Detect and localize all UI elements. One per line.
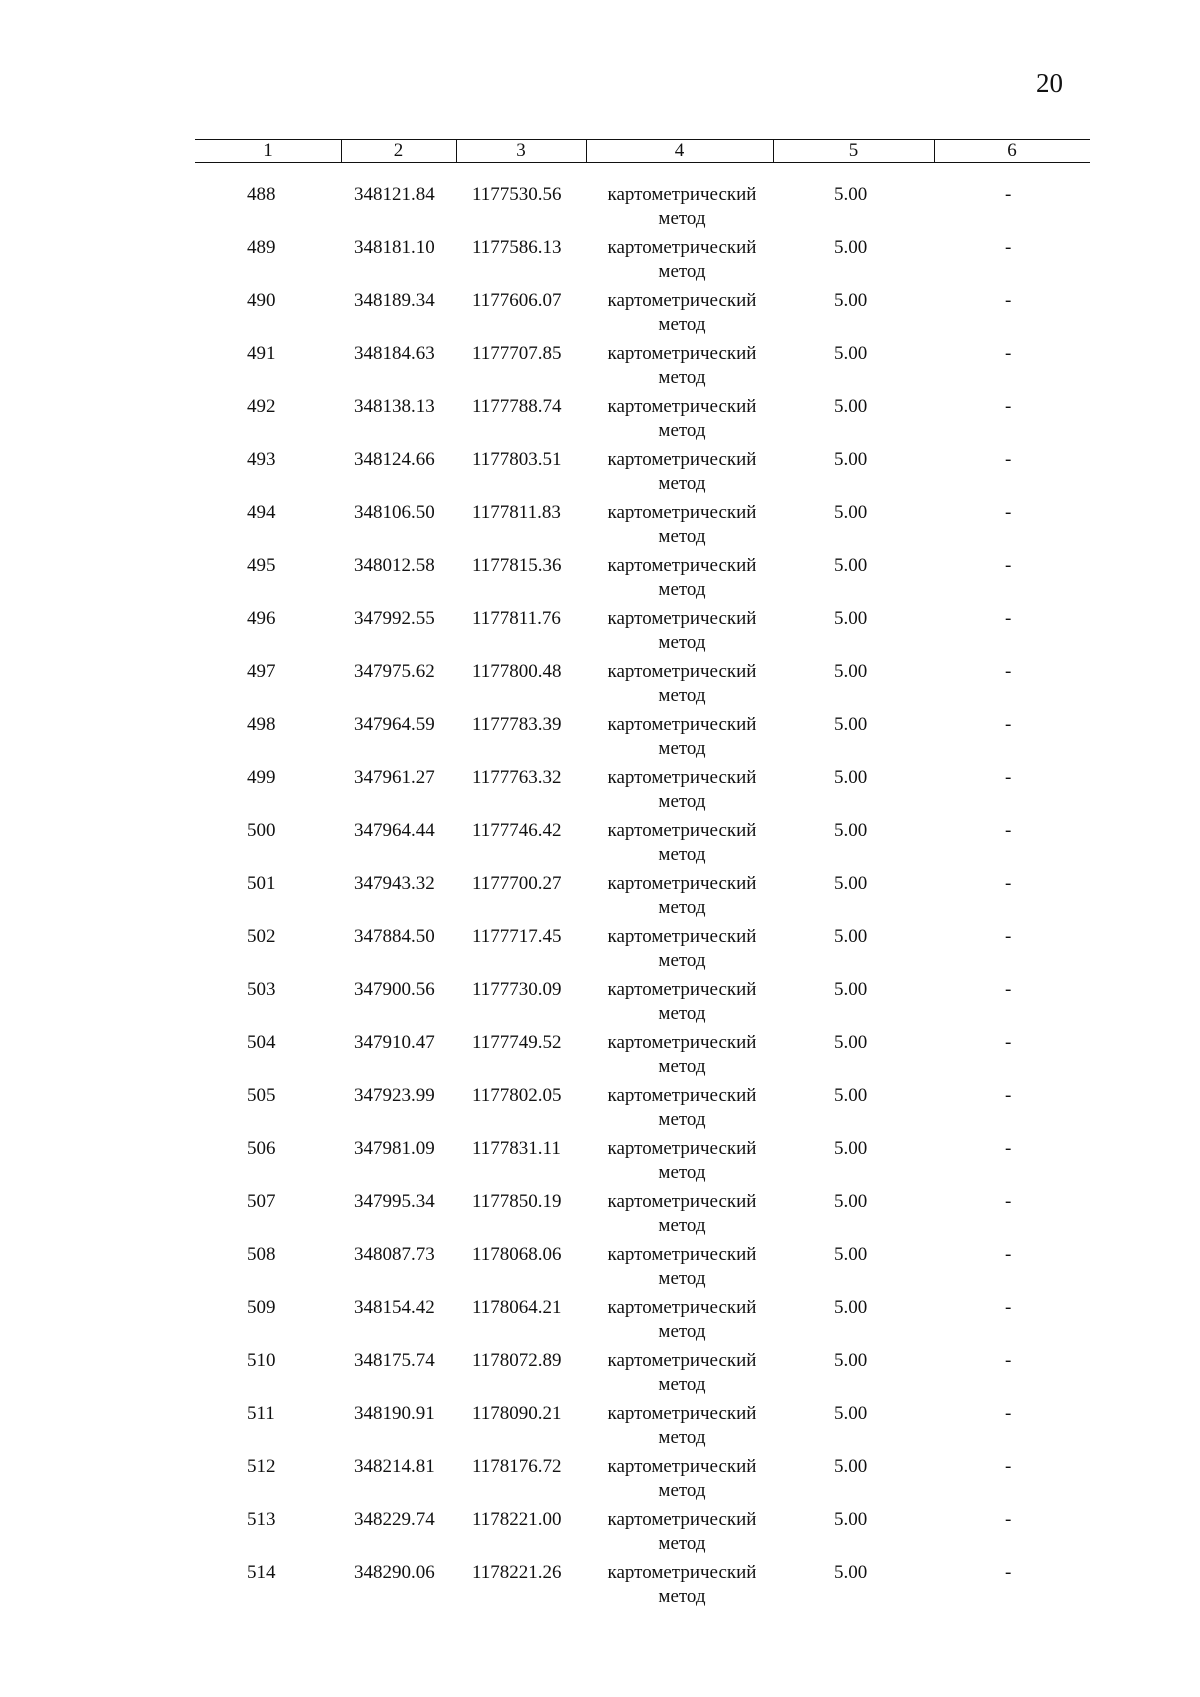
point-number-cell: 495 [247, 555, 276, 576]
note-cell: - [1005, 820, 1012, 841]
method-cell [598, 925, 766, 973]
method-line-2: метод [658, 314, 706, 335]
method-line-2: метод [658, 1321, 706, 1342]
accuracy-cell: 5.00 [834, 290, 868, 311]
y-coordinate-cell: 1177586.13 [472, 237, 562, 258]
method-line-1: картометрический [607, 1350, 757, 1371]
accuracy-cell: 5.00 [834, 555, 868, 576]
method-cell [598, 236, 766, 284]
column-header-1: 1 [263, 140, 273, 161]
accuracy-cell: 5.00 [834, 184, 868, 205]
table-row [0, 766, 1200, 819]
method-line-1: картометрический [607, 396, 757, 417]
method-line-2: метод [658, 1268, 706, 1289]
method-cell [598, 1349, 766, 1397]
accuracy-cell: 5.00 [834, 1138, 868, 1159]
method-line-1: картометрический [607, 1562, 757, 1583]
method-line-1: картометрический [607, 1191, 757, 1212]
accuracy-cell: 5.00 [834, 767, 868, 788]
method-line-1: картометрический [607, 449, 757, 470]
accuracy-cell: 5.00 [834, 608, 868, 629]
table-row [0, 1402, 1200, 1455]
method-line-2: метод [658, 526, 706, 547]
method-line-2: метод [658, 420, 706, 441]
table-row [0, 1349, 1200, 1402]
y-coordinate-cell: 1177700.27 [472, 873, 562, 894]
note-cell: - [1005, 290, 1012, 311]
y-coordinate-cell: 1178090.21 [472, 1403, 562, 1424]
note-cell: - [1005, 926, 1012, 947]
method-line-1: картометрический [607, 343, 757, 364]
accuracy-cell: 5.00 [834, 1297, 868, 1318]
accuracy-cell: 5.00 [834, 661, 868, 682]
method-line-1: картометрический [607, 1456, 757, 1477]
note-cell: - [1005, 396, 1012, 417]
method-cell [598, 1561, 766, 1609]
y-coordinate-cell: 1177707.85 [472, 343, 562, 364]
y-coordinate-cell: 1177815.36 [472, 555, 562, 576]
point-number-cell: 504 [247, 1032, 276, 1053]
method-line-2: метод [658, 791, 706, 812]
method-line-1: картометрический [607, 1085, 757, 1106]
point-number-cell: 498 [247, 714, 276, 735]
method-cell [598, 766, 766, 814]
x-coordinate-cell: 348106.50 [354, 502, 435, 523]
note-cell: - [1005, 343, 1012, 364]
accuracy-cell: 5.00 [834, 237, 868, 258]
y-coordinate-cell: 1178176.72 [472, 1456, 562, 1477]
point-number-cell: 491 [247, 343, 276, 364]
point-number-cell: 497 [247, 661, 276, 682]
note-cell: - [1005, 1191, 1012, 1212]
table-row [0, 1508, 1200, 1561]
note-cell: - [1005, 608, 1012, 629]
method-cell [598, 1190, 766, 1238]
table-row [0, 1243, 1200, 1296]
accuracy-cell: 5.00 [834, 1032, 868, 1053]
x-coordinate-cell: 348138.13 [354, 396, 435, 417]
note-cell: - [1005, 237, 1012, 258]
point-number-cell: 502 [247, 926, 276, 947]
method-line-1: картометрический [607, 1244, 757, 1265]
table-row [0, 1190, 1200, 1243]
note-cell: - [1005, 1297, 1012, 1318]
x-coordinate-cell: 348190.91 [354, 1403, 435, 1424]
method-line-2: метод [658, 1533, 706, 1554]
method-line-1: картометрический [607, 608, 757, 629]
page-number: 20 [1036, 68, 1063, 98]
note-cell: - [1005, 184, 1012, 205]
y-coordinate-cell: 1177800.48 [472, 661, 562, 682]
method-line-2: метод [658, 473, 706, 494]
note-cell: - [1005, 449, 1012, 470]
method-cell [598, 819, 766, 867]
table-row [0, 1031, 1200, 1084]
method-cell [598, 1031, 766, 1079]
y-coordinate-cell: 1177717.45 [472, 926, 562, 947]
method-line-2: метод [658, 897, 706, 918]
x-coordinate-cell: 348124.66 [354, 449, 435, 470]
x-coordinate-cell: 348087.73 [354, 1244, 435, 1265]
method-line-2: метод [658, 1003, 706, 1024]
method-line-2: метод [658, 208, 706, 229]
method-line-2: метод [658, 950, 706, 971]
y-coordinate-cell: 1177783.39 [472, 714, 562, 735]
method-line-1: картометрический [607, 1297, 757, 1318]
y-coordinate-cell: 1177749.52 [472, 1032, 562, 1053]
point-number-cell: 505 [247, 1085, 276, 1106]
note-cell: - [1005, 1509, 1012, 1530]
point-number-cell: 509 [247, 1297, 276, 1318]
method-line-2: метод [658, 261, 706, 282]
table-row [0, 183, 1200, 236]
y-coordinate-cell: 1177802.05 [472, 1085, 562, 1106]
note-cell: - [1005, 661, 1012, 682]
x-coordinate-cell: 347981.09 [354, 1138, 435, 1159]
accuracy-cell: 5.00 [834, 1456, 868, 1477]
header-bottom-rule [195, 162, 1090, 163]
table-row [0, 1137, 1200, 1190]
y-coordinate-cell: 1177746.42 [472, 820, 562, 841]
x-coordinate-cell: 347900.56 [354, 979, 435, 1000]
column-header-5: 5 [848, 140, 859, 161]
x-coordinate-cell: 348154.42 [354, 1297, 435, 1318]
note-cell: - [1005, 1085, 1012, 1106]
x-coordinate-cell: 347992.55 [354, 608, 435, 629]
point-number-cell: 512 [247, 1456, 276, 1477]
point-number-cell: 513 [247, 1509, 276, 1530]
point-number-cell: 508 [247, 1244, 276, 1265]
table-row [0, 819, 1200, 872]
method-cell [598, 1508, 766, 1556]
accuracy-cell: 5.00 [834, 1403, 868, 1424]
method-line-1: картометрический [607, 820, 757, 841]
method-cell [598, 554, 766, 602]
x-coordinate-cell: 348181.10 [354, 237, 435, 258]
method-cell [598, 872, 766, 920]
method-line-1: картометрический [607, 290, 757, 311]
x-coordinate-cell: 347995.34 [354, 1191, 435, 1212]
point-number-cell: 492 [247, 396, 276, 417]
point-number-cell: 500 [247, 820, 276, 841]
method-line-2: метод [658, 738, 706, 759]
x-coordinate-cell: 348290.06 [354, 1562, 435, 1583]
y-coordinate-cell: 1178221.26 [472, 1562, 562, 1583]
x-coordinate-cell: 347943.32 [354, 873, 435, 894]
method-cell [598, 1402, 766, 1450]
note-cell: - [1005, 502, 1012, 523]
method-line-2: метод [658, 1480, 706, 1501]
table-row [0, 554, 1200, 607]
y-coordinate-cell: 1178072.89 [472, 1350, 562, 1371]
method-line-1: картометрический [607, 873, 757, 894]
method-cell [598, 1455, 766, 1503]
x-coordinate-cell: 348175.74 [354, 1350, 435, 1371]
note-cell: - [1005, 1244, 1012, 1265]
table-row [0, 236, 1200, 289]
note-cell: - [1005, 767, 1012, 788]
x-coordinate-cell: 348214.81 [354, 1456, 435, 1477]
method-line-1: картометрический [607, 555, 757, 576]
method-line-1: картометрический [607, 1403, 757, 1424]
y-coordinate-cell: 1178221.00 [472, 1509, 562, 1530]
table-row [0, 342, 1200, 395]
note-cell: - [1005, 979, 1012, 1000]
table-row [0, 978, 1200, 1031]
method-line-2: метод [658, 1427, 706, 1448]
accuracy-cell: 5.00 [834, 873, 868, 894]
x-coordinate-cell: 347923.99 [354, 1085, 435, 1106]
table-row [0, 925, 1200, 978]
method-line-1: картометрический [607, 767, 757, 788]
x-coordinate-cell: 347910.47 [354, 1032, 435, 1053]
method-cell [598, 607, 766, 655]
point-number-cell: 506 [247, 1138, 276, 1159]
column-header-6: 6 [1007, 140, 1017, 161]
method-line-2: метод [658, 632, 706, 653]
note-cell: - [1005, 873, 1012, 894]
accuracy-cell: 5.00 [834, 1350, 868, 1371]
table-row [0, 501, 1200, 554]
table-row [0, 395, 1200, 448]
method-line-1: картометрический [607, 1032, 757, 1053]
accuracy-cell: 5.00 [834, 1562, 868, 1583]
x-coordinate-cell: 348012.58 [354, 555, 435, 576]
point-number-cell: 488 [247, 184, 276, 205]
note-cell: - [1005, 1032, 1012, 1053]
x-coordinate-cell: 347975.62 [354, 661, 435, 682]
accuracy-cell: 5.00 [834, 1509, 868, 1530]
accuracy-cell: 5.00 [834, 449, 868, 470]
x-coordinate-cell: 348229.74 [354, 1509, 435, 1530]
method-line-1: картометрический [607, 926, 757, 947]
method-line-1: картометрический [607, 237, 757, 258]
method-line-2: метод [658, 1586, 706, 1607]
accuracy-cell: 5.00 [834, 714, 868, 735]
point-number-cell: 514 [247, 1562, 276, 1583]
y-coordinate-cell: 1177788.74 [472, 396, 562, 417]
note-cell: - [1005, 714, 1012, 735]
method-cell [598, 183, 766, 231]
method-line-2: метод [658, 1215, 706, 1236]
point-number-cell: 494 [247, 502, 276, 523]
point-number-cell: 499 [247, 767, 276, 788]
x-coordinate-cell: 348184.63 [354, 343, 435, 364]
column-header-4: 4 [674, 140, 685, 161]
method-line-1: картометрический [607, 1509, 757, 1530]
column-header-2: 2 [393, 140, 404, 161]
method-line-1: картометрический [607, 714, 757, 735]
point-number-cell: 493 [247, 449, 276, 470]
y-coordinate-cell: 1178068.06 [472, 1244, 562, 1265]
x-coordinate-cell: 348189.34 [354, 290, 435, 311]
method-line-1: картометрический [607, 184, 757, 205]
note-cell: - [1005, 1562, 1012, 1583]
method-line-2: метод [658, 1109, 706, 1130]
point-number-cell: 501 [247, 873, 276, 894]
method-line-2: метод [658, 367, 706, 388]
y-coordinate-cell: 1177803.51 [472, 449, 562, 470]
method-line-2: метод [658, 1162, 706, 1183]
y-coordinate-cell: 1177811.76 [472, 608, 561, 629]
note-cell: - [1005, 1403, 1012, 1424]
x-coordinate-cell: 347884.50 [354, 926, 435, 947]
accuracy-cell: 5.00 [834, 1085, 868, 1106]
y-coordinate-cell: 1177811.83 [472, 502, 561, 523]
point-number-cell: 489 [247, 237, 276, 258]
method-cell [598, 1084, 766, 1132]
method-cell [598, 448, 766, 496]
note-cell: - [1005, 1456, 1012, 1477]
accuracy-cell: 5.00 [834, 820, 868, 841]
note-cell: - [1005, 1350, 1012, 1371]
point-number-cell: 496 [247, 608, 276, 629]
method-cell [598, 501, 766, 549]
accuracy-cell: 5.00 [834, 502, 868, 523]
method-cell [598, 289, 766, 337]
method-cell [598, 1296, 766, 1344]
point-number-cell: 507 [247, 1191, 276, 1212]
method-line-2: метод [658, 685, 706, 706]
note-cell: - [1005, 555, 1012, 576]
method-line-2: метод [658, 1374, 706, 1395]
y-coordinate-cell: 1177606.07 [472, 290, 562, 311]
method-line-2: метод [658, 844, 706, 865]
y-coordinate-cell: 1177831.11 [472, 1138, 561, 1159]
method-line-1: картометрический [607, 979, 757, 1000]
accuracy-cell: 5.00 [834, 926, 868, 947]
method-cell [598, 395, 766, 443]
table-row [0, 607, 1200, 660]
table-body [0, 183, 1200, 1614]
method-cell [598, 713, 766, 761]
y-coordinate-cell: 1177730.09 [472, 979, 562, 1000]
note-cell: - [1005, 1138, 1012, 1159]
column-header-3: 3 [516, 140, 526, 161]
accuracy-cell: 5.00 [834, 979, 868, 1000]
method-line-2: метод [658, 579, 706, 600]
y-coordinate-cell: 1177763.32 [472, 767, 562, 788]
x-coordinate-cell: 348121.84 [354, 184, 435, 205]
method-cell [598, 1243, 766, 1291]
x-coordinate-cell: 347964.44 [354, 820, 435, 841]
method-cell [598, 660, 766, 708]
table-row [0, 713, 1200, 766]
table-row [0, 1296, 1200, 1349]
method-line-2: метод [658, 1056, 706, 1077]
point-number-cell: 510 [247, 1350, 276, 1371]
method-cell [598, 342, 766, 390]
table-row [0, 1455, 1200, 1508]
y-coordinate-cell: 1178064.21 [472, 1297, 562, 1318]
method-line-1: картометрический [607, 502, 757, 523]
method-line-1: картометрический [607, 661, 757, 682]
table-row [0, 448, 1200, 501]
header-top-rule [195, 139, 1090, 140]
x-coordinate-cell: 347961.27 [354, 767, 435, 788]
table-row [0, 872, 1200, 925]
accuracy-cell: 5.00 [834, 1244, 868, 1265]
table-row [0, 289, 1200, 342]
method-cell [598, 1137, 766, 1185]
accuracy-cell: 5.00 [834, 343, 868, 364]
point-number-cell: 511 [247, 1403, 275, 1424]
accuracy-cell: 5.00 [834, 396, 868, 417]
table-row [0, 1561, 1200, 1614]
point-number-cell: 490 [247, 290, 276, 311]
y-coordinate-cell: 1177850.19 [472, 1191, 562, 1212]
table-row [0, 660, 1200, 713]
accuracy-cell: 5.00 [834, 1191, 868, 1212]
y-coordinate-cell: 1177530.56 [472, 184, 562, 205]
method-cell [598, 978, 766, 1026]
table-row [0, 1084, 1200, 1137]
x-coordinate-cell: 347964.59 [354, 714, 435, 735]
method-line-1: картометрический [607, 1138, 757, 1159]
point-number-cell: 503 [247, 979, 276, 1000]
